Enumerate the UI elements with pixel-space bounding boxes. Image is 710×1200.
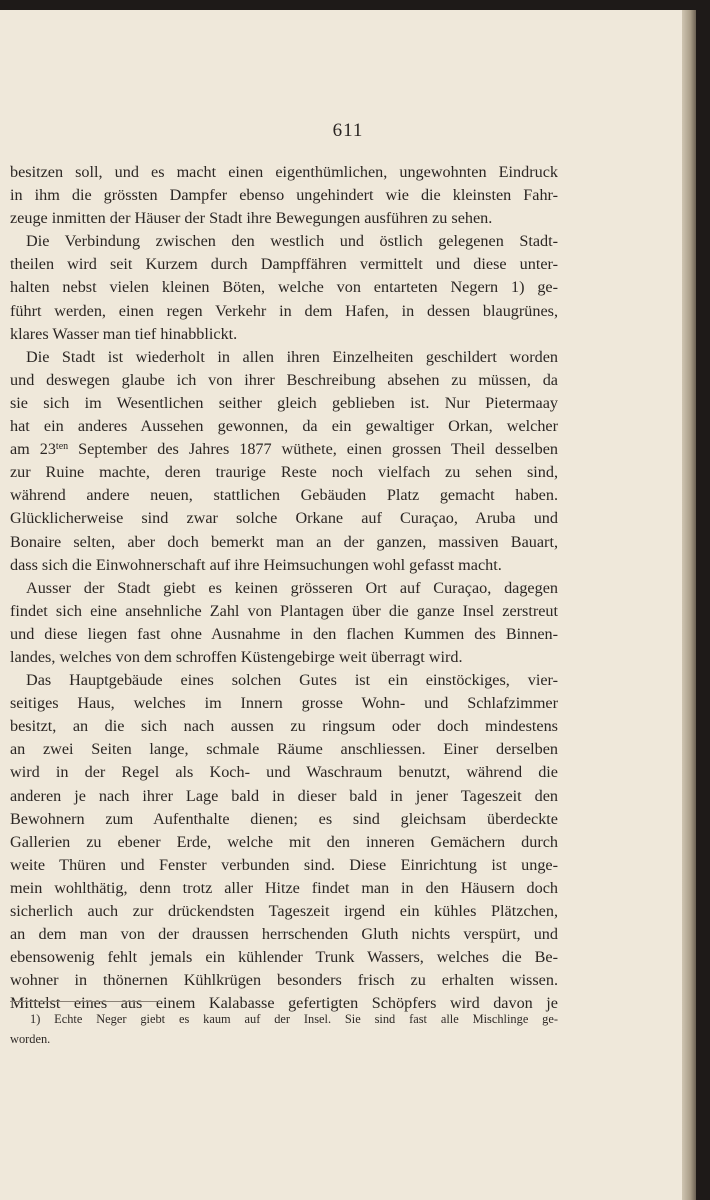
text-line: wird in der Regel als Koch- und Waschraum benutzt, während die [10,763,558,782]
body-text [10,161,558,1015]
text-line: an zwei Seiten lange, schmale Räume anschliessen. Einer derselben [10,740,558,759]
book-page [0,10,696,1200]
text-line: dass sich die Einwohnerschaft auf ihre Heimsuchungen wohl gefasst macht. [10,555,502,574]
text-line: an dem man von der draussen herrschenden Gluth nichts verspürt, und [10,925,558,944]
text-line: besitzt, an die sich nach aussen zu ringsum oder doch mindestens [10,717,558,736]
text-line: sicherlich auch zur drückendsten Tageszeit irgend ein kühles Plätzchen, [10,902,558,920]
text-line: wohner in thönernen Kühlkrügen besonders frisch zu erhalten wissen. [10,971,558,990]
text-line: und deswegen glaube ich von ihrer Beschreibung absehen zu müssen, da [10,370,558,389]
text-line: Bewohnern zum Aufenthalte dienen; es sind gleichsam überdeckte [10,809,558,828]
text-line: Glücklicherweise sind zwar solche Orkane auf Curaçao, Aruba und [10,509,558,528]
superscript: ten [55,441,69,453]
text-line: mein wohlthätig, denn trotz aller Hitze findet man in den Häusern doch [10,878,558,897]
footnote-line: worden. [10,1032,51,1046]
text-line: klares Wasser man tief hinabblickt. [10,324,238,343]
text-line: Ausser der Stadt giebt es keinen grösseren Ort auf Curaçao, dagegen [26,578,558,597]
text-line: zeuge inmitten der Häuser der Stadt ihre Bewegungen ausführen zu sehen. [10,209,493,228]
footnote-divider [10,1001,158,1002]
footnote [10,1009,558,1049]
text-line: theilen wird seit Kurzem durch Dampffähren vermittelt und diese unter- [10,255,558,274]
footnote-line: 1) Echte Neger giebt es kaum auf der Insel. Sie sind fast alle Mischlinge ge- [30,1012,558,1026]
text-line: während andere neuen, stattlichen Gebäuden Platz gemacht haben. [10,486,558,505]
text-line: Bonaire selten, aber doch bemerkt man an der ganzen, massiven Bauart, [10,532,558,551]
text-line: Die Verbindung zwischen den westlich und östlich gelegenen Stadt- [26,232,558,251]
text-line: zur Ruine machte, deren traurige Reste noch vielfach zu sehen sind, [10,463,558,482]
text-line: landes, welches von dem schroffen Küstengebirge weit überragt wird. [10,647,463,666]
page-number: 611 [332,120,364,141]
text-line: findet sich eine ansehnliche Zahl von Plantagen über die ganze Insel zerstreut [10,601,558,620]
text-line: weite Thüren und Fenster verbunden sind. Diese Einrichtung ist unge- [10,855,558,874]
text-line-with-superscript [10,438,558,461]
text-line: besitzen soll, und es macht einen eigenthümlichen, ungewohnten Eindruck [10,163,558,181]
text-fragment: September des Jahres 1877 wüthete, einen grossen Theil desselben [68,440,558,459]
text-line: führt werden, einen regen Verkehr in dem Hafen, in dessen blaugrünes, [10,301,558,320]
text-line: Das Hauptgebäude eines solchen Gutes ist ein einstöckiges, vier- [26,671,558,690]
text-line: halten nebst vielen kleinen Böten, welche von entarteten Negern 1) ge- [10,278,558,297]
text-line: hat ein anderes Aussehen gewonnen, da ein gewaltiger Orkan, welcher [10,417,558,436]
page-edge [682,10,696,1200]
text-line: Gallerien zu ebener Erde, welche mit den inneren Gemächern durch [10,832,558,851]
text-line: ebensowenig fehlt jemals ein kühlender Trunk Wassers, welches die Be- [10,948,558,967]
text-line: und diese liegen fast ohne Ausnahme in den flachen Kummen des Binnen- [10,624,558,643]
text-line: sie sich im Wesentlichen seither gleich geblieben ist. Nur Pietermaay [10,393,558,412]
text-line: seitiges Haus, welches im Innern grosse Wohn- und Schlafzimmer [10,694,558,713]
text-fragment: am 23 [10,440,56,459]
text-line: in ihm die grössten Dampfer ebenso ungehindert wie die kleinsten Fahr- [10,186,558,205]
text-line: Die Stadt ist wiederholt in allen ihren Einzelheiten geschildert worden [26,347,558,366]
text-line: Mittelst eines aus einem Kalabasse gefertigten Schöpfers wird davon je [10,994,558,1013]
text-line: anderen je nach ihrer Lage bald in dieser bald in jener Tageszeit den [10,786,558,805]
